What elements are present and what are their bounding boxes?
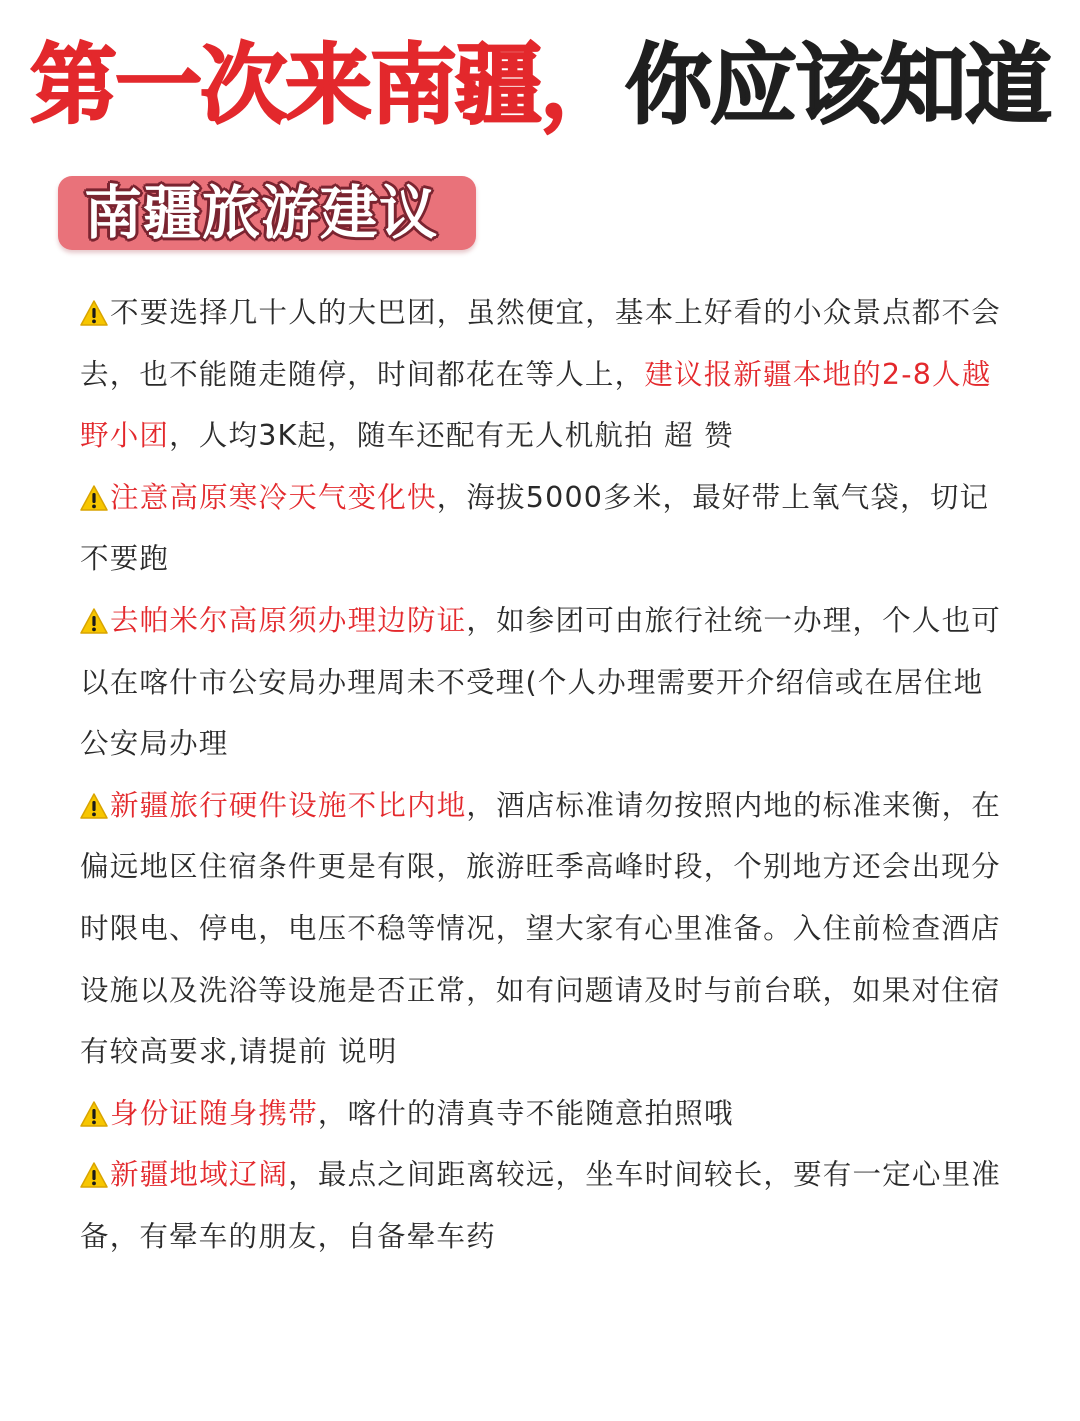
tip-text: ，酒店标准请勿按照内地的标准来衡，在偏远地区住宿条件更是有限，旅游旺季高峰时段，个别地方还会出现分时限电、停电，电压不稳等情况，望大家有心里准备。入住前检查酒店设施以及洗浴等设施是否正常，如有问题请及时与前台联，如果对住宿有较高要求,请提前 说明 (80, 788, 1002, 1069)
title-dark-part: 你应该知道 (625, 34, 1050, 136)
tip-item (80, 1144, 1010, 1267)
tip-highlight: 建议报新疆本地的2-8人越野小团 (80, 357, 992, 453)
tip-highlight: 去帕米尔高原须办理边防证 (110, 603, 467, 637)
tip-text: ，人均3K起，随车还配有无人机航拍 超 赞 (169, 419, 734, 453)
tip-text: ，喀什的清真寺不能随意拍照哦 (317, 1096, 734, 1130)
tip-text: ，如参团可由旅行社统一办理，个人也可以在喀什市公安局办理周未不受理(个人办理需要开介绍信或在居住地公安局办理 (80, 603, 1002, 761)
warning-icon (80, 608, 108, 634)
tip-item (80, 590, 1010, 775)
section-badge (58, 176, 476, 250)
warning-icon (80, 1101, 108, 1127)
tip-item (80, 282, 1010, 467)
page-title (30, 30, 1060, 140)
tip-highlight: 新疆地域辽阔 (110, 1158, 289, 1192)
tip-text: 不要选择几十人的大巴团，虽然便宜，基本上好看的小众景点都不会去，也不能随走随停，时间都花在等人上， (80, 296, 1002, 391)
warning-icon (80, 300, 108, 326)
tip-item (80, 1083, 1010, 1145)
tip-item (80, 467, 1010, 590)
tip-text: ，最点之间距离较远，坐车时间较长，要有一定心里准备，有晕车的朋友，自备晕车药 (80, 1158, 1002, 1253)
tip-highlight: 注意高原寒冷天气变化快 (110, 480, 437, 514)
title-red-part: 第一次来南疆， (30, 34, 625, 136)
tips-list (80, 282, 1010, 1268)
warning-icon (80, 793, 108, 819)
section-label: 南疆旅游建议 (84, 179, 439, 247)
tip-highlight: 新疆旅行硬件设施不比内地 (110, 788, 467, 822)
tip-highlight: 身份证随身携带 (110, 1096, 318, 1130)
warning-icon (80, 485, 108, 511)
tip-text: ，海拔5000多米，最好带上氧气袋，切记不要跑 (80, 480, 990, 576)
warning-icon (80, 1162, 108, 1188)
tip-item (80, 775, 1010, 1083)
